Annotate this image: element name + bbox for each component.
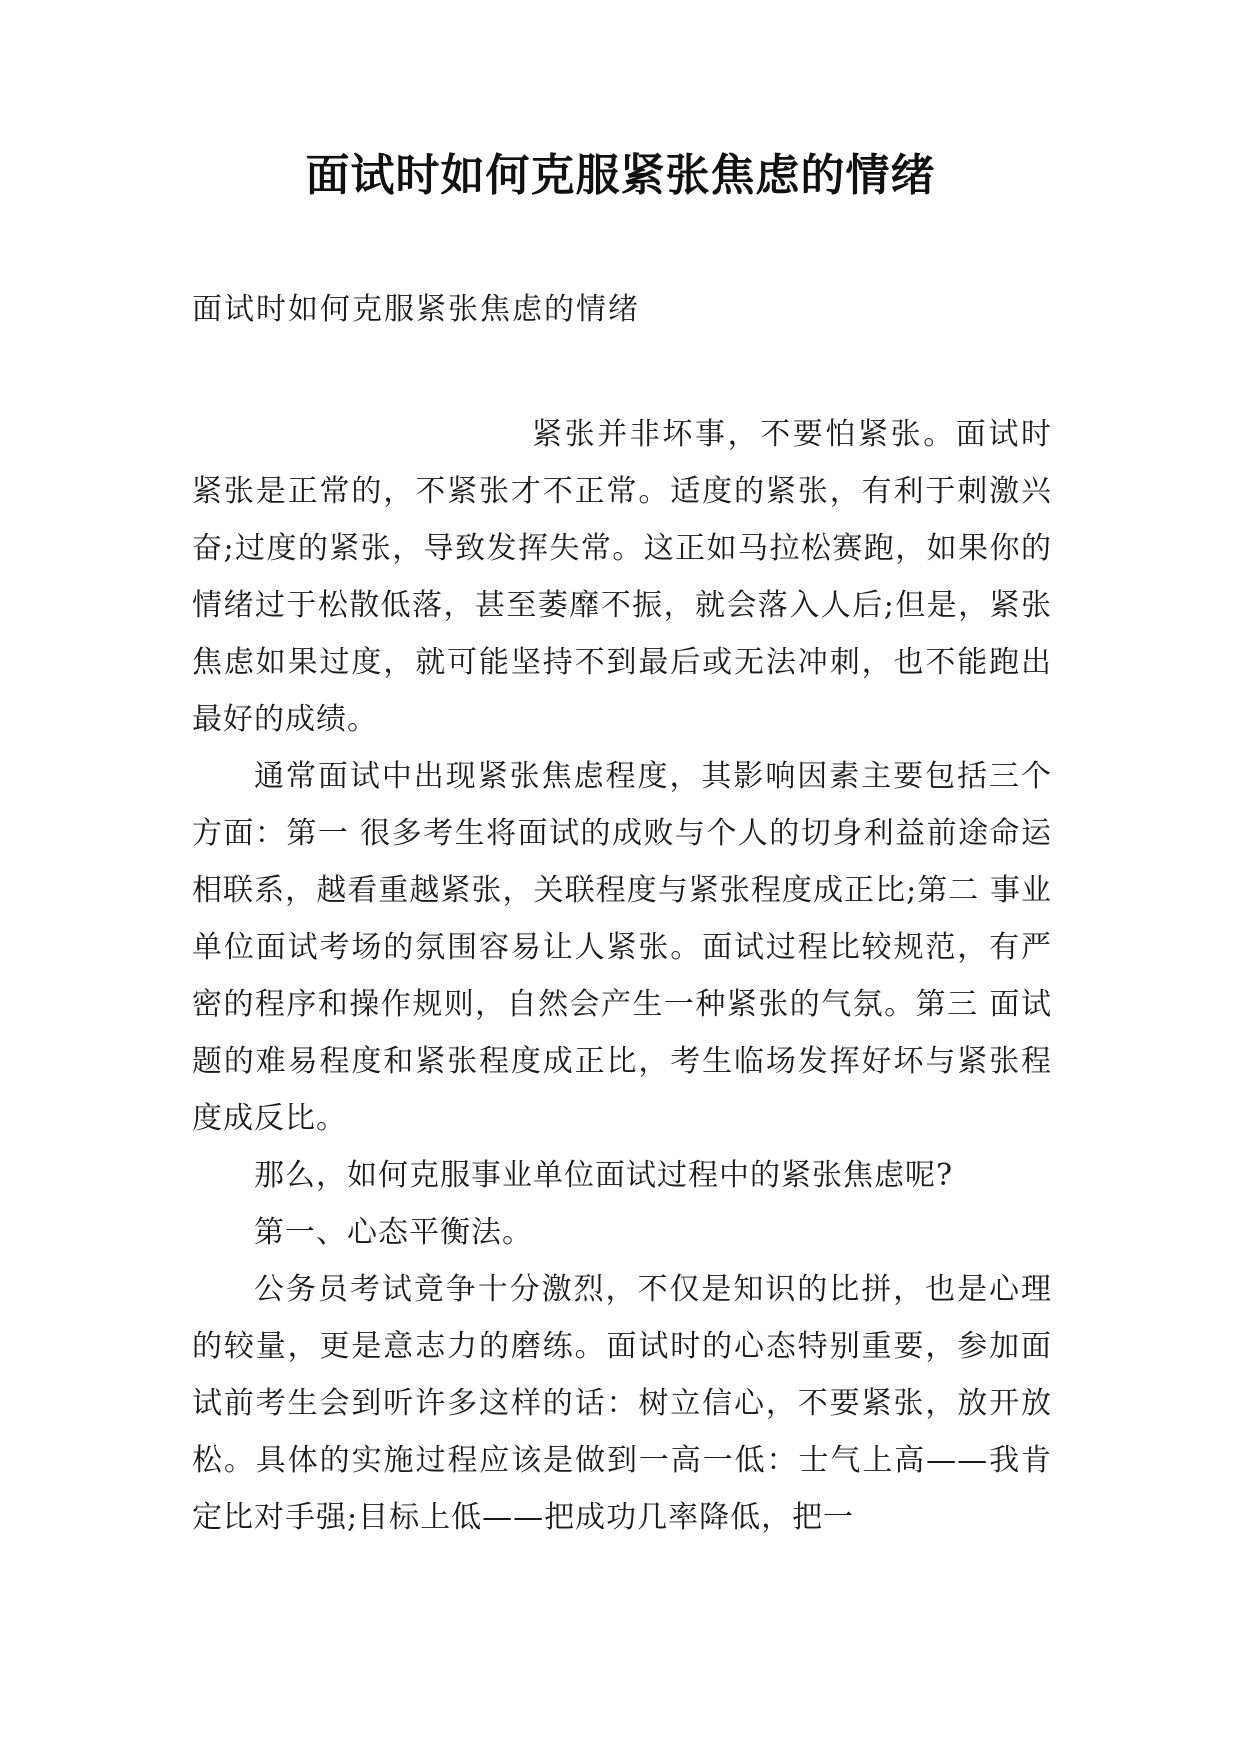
- paragraph: 通常面试中出现紧张焦虑程度，其影响因素主要包括三个方面：第一 很多考生将面试的成败与个人的切身利益前途命运相联系，越看重越紧张，关联程度与紧张程度成正比;第二 事业单位面试考场的氛围容易让人紧张。面试过程比较规范，有严密的程序和操作规则，自然会产生一种紧张的气氛。第三 面试题的难易程度和紧张程度成正比，考生临场发挥好坏与紧张程度成反比。: [192, 759, 1052, 1136]
- document-title: 面试时如何克服紧张焦虑的情绪: [305, 150, 936, 201]
- section-heading: 第一、心态平衡法。: [254, 1215, 533, 1250]
- paragraph: 那么，如何克服事业单位面试过程中的紧张焦虑呢?: [254, 1158, 954, 1193]
- document-subtitle: 面试时如何克服紧张焦虑的情绪: [192, 292, 640, 327]
- document-body: [192, 406, 1052, 1546]
- paragraph: 紧张并非坏事，不要怕紧张。面试时紧张是正常的，不紧张才不正常。适度的紧张，有利于刺激兴奋;过度的紧张，导致发挥失常。这正如马拉松赛跑，如果你的情绪过于松散低落，甚至萎靡不振，就会落入人后;但是，紧张焦虑如果过度，就可能坚持不到最后或无法冲刺，也不能跑出最好的成绩。: [192, 417, 1052, 737]
- paragraph: 公务员考试竟争十分激烈，不仅是知识的比拼，也是心理的较量，更是意志力的磨练。面试时的心态特别重要，参加面试前考生会到听许多这样的话：树立信心，不要紧张，放开放松。具体的实施过程应该是做到一高一低：士气上高——我肯定比对手强;目标上低——把成功几率降低，把一: [192, 1272, 1052, 1535]
